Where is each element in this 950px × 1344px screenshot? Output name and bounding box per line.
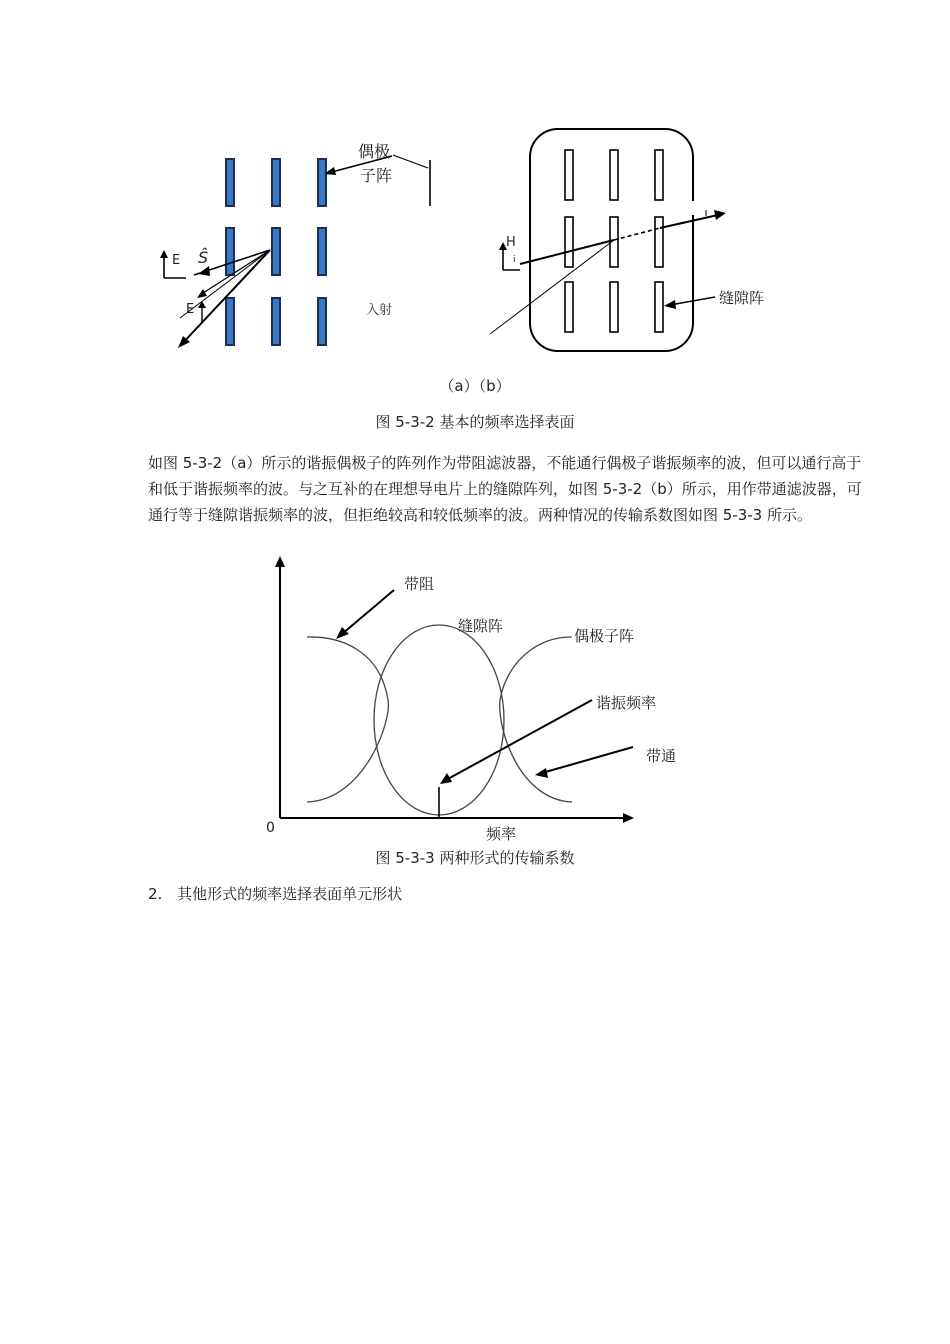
slot-element bbox=[655, 150, 663, 200]
section-title: 其他形式的频率选择表面单元形状 bbox=[177, 885, 403, 903]
dipole-element bbox=[226, 228, 234, 275]
dipole-element bbox=[318, 159, 326, 206]
band-stop-curve-left bbox=[307, 637, 388, 802]
label-slot-array-curve: 缝隙阵 bbox=[458, 617, 504, 635]
panel-gap bbox=[536, 201, 696, 215]
label-band-pass: 带通 bbox=[646, 747, 677, 765]
figure-5-3-3-caption: 图 5-3-3 两种形式的传输系数 bbox=[375, 849, 575, 867]
slot-element bbox=[565, 150, 573, 200]
label-s-vector: Ŝ bbox=[198, 248, 209, 267]
label-slot-array: 缝隙阵 bbox=[719, 289, 765, 307]
arrowhead bbox=[535, 768, 548, 778]
arrowhead bbox=[714, 210, 726, 220]
dipole-element bbox=[318, 298, 326, 345]
slot-element bbox=[655, 282, 663, 332]
x-axis-label: 频率 bbox=[486, 825, 517, 843]
figure-5-3-3 bbox=[0, 550, 950, 850]
x-axis-arrowhead bbox=[623, 813, 634, 823]
slot-element bbox=[610, 282, 618, 332]
dipole-element bbox=[272, 159, 280, 206]
dipole-element bbox=[226, 159, 234, 206]
band-pass-arrow bbox=[542, 747, 633, 773]
band-stop-curve-right bbox=[500, 637, 572, 802]
slot-element bbox=[565, 282, 573, 332]
label-h-sub: i bbox=[513, 255, 516, 265]
slot-element bbox=[655, 217, 663, 267]
label-incident: 入射 bbox=[366, 303, 393, 318]
section-number: 2. bbox=[148, 885, 163, 903]
label-resonant-frequency: 谐振频率 bbox=[596, 694, 657, 712]
dipole-element bbox=[272, 228, 280, 275]
dipole-array bbox=[226, 159, 326, 345]
dipole-element bbox=[318, 228, 326, 275]
label-dipole-array-1: 偶极 bbox=[358, 142, 391, 161]
arrowhead bbox=[160, 250, 168, 258]
figure-5-3-2-subcaption: （a）（b） bbox=[439, 377, 511, 395]
arrowhead bbox=[197, 289, 207, 298]
section-heading bbox=[148, 883, 402, 904]
figure-5-3-2-caption: 图 5-3-2 基本的频率选择表面 bbox=[375, 413, 575, 431]
label-dipole-array-curve: 偶极子阵 bbox=[574, 627, 635, 645]
label-band-stop: 带阻 bbox=[404, 575, 435, 593]
label-e-field-lower: E bbox=[186, 302, 195, 317]
slot-element bbox=[610, 150, 618, 200]
band-pass-curve bbox=[374, 625, 504, 815]
dipole-label-line bbox=[393, 155, 428, 168]
label-dipole-array-2: 子阵 bbox=[360, 166, 393, 185]
figure-5-3-2 bbox=[0, 0, 950, 400]
y-axis-arrowhead bbox=[275, 556, 285, 567]
band-stop-arrow bbox=[342, 590, 394, 634]
body-paragraph: 如图 5-3-2（a）所示的谐振偶极子的阵列作为带阻滤波器，不能通行偶极子谐振频率的波，但可以通行高于和低于谐振频率的波。与之互补的在理想导电片上的缝隙阵列，如图 5-3-2（b）所示，用作带通滤波器，可通行等于缝隙谐振频率的波，但拒绝较高和较低频率的波。两种情况的传输系数图如图 5-3-3 所示。 bbox=[148, 454, 862, 524]
origin-label: 0 bbox=[266, 820, 275, 836]
label-h-field: H bbox=[506, 235, 516, 250]
arrowhead bbox=[198, 266, 210, 276]
dipole-element bbox=[272, 298, 280, 345]
arrowhead bbox=[198, 301, 206, 308]
dipole-element bbox=[226, 298, 234, 345]
slot-element bbox=[565, 217, 573, 267]
label-e-field: E bbox=[172, 253, 181, 268]
